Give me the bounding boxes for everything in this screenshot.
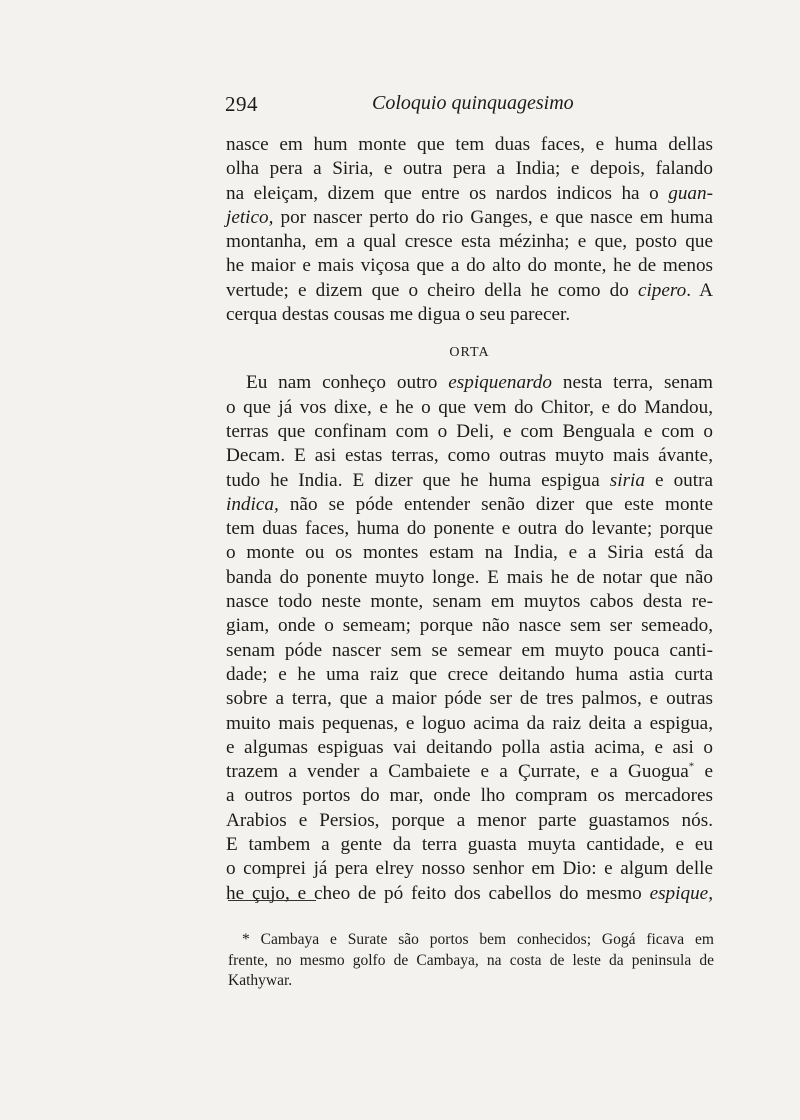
text-line: e algumas espiguas vai deitando polla astia acima, e asi o [226, 736, 713, 758]
text-line: olha pera a Siria, e outra pera a India; e depois, falando [226, 158, 713, 180]
text-line: vertude; e dizem que o cheiro della he como do cipero. A [226, 279, 713, 301]
text-line: trazem a vender a Cambaiete e a Çurrate, e a Guogua* e [226, 760, 713, 783]
text-line: a outros portos do mar, onde lho compram os mercadores [226, 785, 713, 807]
text-line: senam póde nascer sem se semear em muyto pouca canti- [226, 639, 713, 661]
text-line: o que já vos dixe, e he o que vem do Chitor, e do Mandou, [226, 396, 713, 418]
footnote-line: * Cambaya e Surate são portos bem conhecidos; Gogá ficava em [242, 931, 714, 948]
text-line: nasce em hum monte que tem duas faces, e huma dellas [226, 134, 713, 155]
text-line: sobre a terra, que a maior póde ser de tres palmos, e outras [226, 688, 713, 710]
text-line: montanha, em a qual cresce esta mézinha; e que, posto que [226, 231, 713, 253]
page-number: 294 [225, 92, 258, 116]
footnote [228, 930, 714, 992]
text-line: E tambem a gente da terra guasta muyta cantidade, e eu [226, 834, 713, 856]
text-line: Decam. E asi estas terras, como outras muyto mais ávante, [226, 445, 713, 467]
text-line: he çujo, e cheo de pó feito dos cabellos do mesmo espique, [226, 882, 713, 904]
text-line: giam, onde o semeam; porque não nasce sem ser semeado, [226, 615, 713, 637]
footnote-line: Kathywar. [228, 972, 293, 989]
text-line: terras que confinam com o Deli, e com Benguala e com o [226, 420, 713, 442]
text-line: nasce todo neste monte, senam em muytos cabos desta re- [226, 591, 713, 613]
text-line: na eleiçam, dizem que entre os nardos indicos ha o guan- [226, 182, 713, 204]
text-line: dade; e he uma raiz que crece deitando huma astia curta [226, 663, 713, 685]
text-line: banda do ponente muyto longe. E mais he de notar que não [226, 566, 713, 588]
text-line: tem duas faces, huma do ponente e outra do levante; porque [226, 518, 713, 540]
text-line: o comprei já pera elrey nosso senhor em Dio: e algum delle [226, 858, 713, 880]
text-line: Arabios e Persios, porque a menor parte guastamos nós. [226, 809, 713, 831]
text-line: jetico, por nascer perto do rio Ganges, e que nasce em huma [226, 206, 713, 228]
main-text [226, 133, 713, 906]
text-line: indica, não se póde entender senão dizer que este monte [226, 493, 713, 515]
text-line: tudo he India. E dizer que he huma espigua siria e outra [226, 469, 713, 491]
running-head [225, 92, 715, 122]
footnote-line: frente, no mesmo golfo de Cambaya, na costa de leste da peninsula de [228, 951, 714, 969]
running-title: Coloquio quinquagesimo [372, 92, 574, 114]
text-line: muito mais pequenas, e loguo acima da raiz deita a espigua, [226, 712, 713, 734]
text-line: cerqua destas cousas me digua o seu parecer. [226, 304, 571, 326]
text-line: o monte ou os montes estam na India, e a Siria está da [226, 542, 713, 564]
footnote-divider [228, 900, 316, 901]
text-line: he maior e mais viçosa que a do alto do monte, he de menos [226, 255, 713, 277]
speaker-heading: ORTA [449, 345, 490, 361]
text-line: Eu nam conheço outro espiquenardo nesta terra, senam [246, 372, 713, 394]
footnote-marker: * [688, 760, 695, 773]
